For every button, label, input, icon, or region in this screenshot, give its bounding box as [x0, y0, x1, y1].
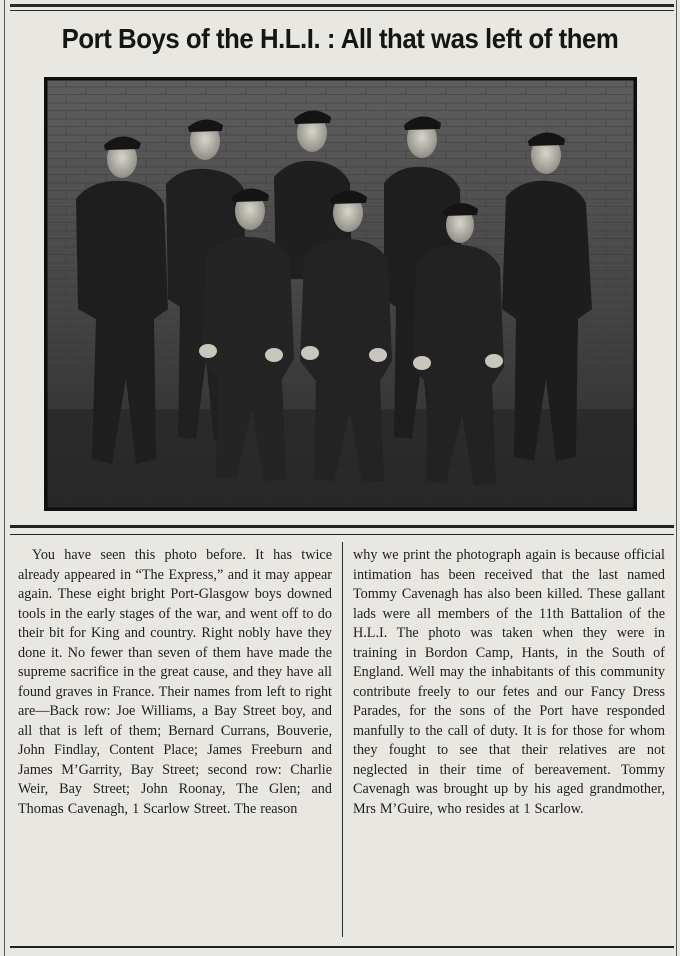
headline: Port Boys of the H.L.I. : All that was left of them	[61, 23, 619, 54]
page-edge-right	[676, 0, 677, 956]
article-column-right: why we print the photograph again is because official intimation has been received that the last named Tommy Cavenagh has also been killed. These gallant lads were all members of the 11th Battalion of the H.L.I. The photo was taken when they were in training in Bordon Camp, Hants, in the South of England. Well may the inhabitants of this community contribute freely to our fetes and our Fancy Dress Parades, for the sons of the Port have responded manfully to the call of duty. It is for those for whom they fought to see that their relatives are not neglected in their time of bereavement. Tommy Cavenagh was brought up by his aged grandmother, Mrs M’Guire, who resides at 1 Scarlow.	[353, 547, 665, 817]
article-column-left: You have seen this photo before. It has twice already appeared in “The Express,” and it may appear again. These eight bright Port-Glasgow boys downed tools in the early stages of the war, and went off to do their bit for King and country. Right nobly have they done it. No fewer than seven of them have made the supreme sacrifice in the great cause, and they have all found graves in France. Their names from left to right are—Back row: Joe Williams, a Bay Street boy, and all that is left of them; Bernard Currans, Bouverie, John Findlay, Content Place; James Freeburn and James M’Garrity, Bay Street; second row: Charlie Weir, Bay Street; John Roonay, The Glen; and Thomas Cavenagh, 1 Scarlow Street. The reason	[18, 547, 332, 817]
bottom-rule	[10, 946, 674, 948]
section-rule-thin	[10, 534, 674, 535]
top-rule-thin	[10, 10, 674, 11]
group-portrait-photo	[44, 77, 637, 511]
column-divider	[342, 542, 343, 937]
page-edge-left	[4, 0, 5, 956]
photo-illustration	[46, 79, 635, 509]
section-rule-thick	[10, 525, 674, 528]
top-rule-thick	[10, 4, 674, 7]
